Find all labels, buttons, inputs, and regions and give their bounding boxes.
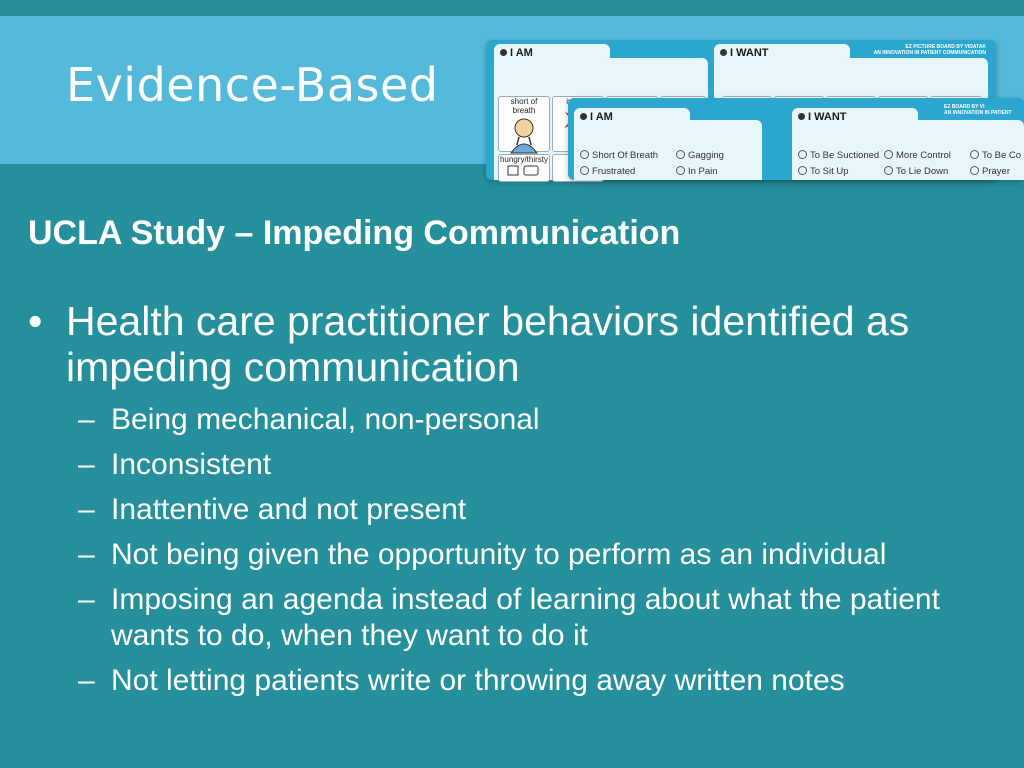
board-brand — [944, 104, 1024, 116]
board-option — [580, 150, 658, 161]
sub-bullet-text: Inconsistent — [111, 448, 272, 481]
radio-icon — [970, 166, 979, 175]
sub-bullet-text: Being mechanical, non-personal — [111, 403, 540, 436]
top-band — [0, 0, 1024, 16]
slide-title: UCLA Study – Impeding Communication — [28, 214, 681, 252]
board-option — [884, 150, 951, 161]
iam-label: I AM — [590, 111, 613, 123]
option-label: To Sit Up — [810, 166, 849, 177]
iam-tab — [494, 44, 610, 62]
radio-icon — [970, 150, 979, 159]
sub-bullet-list — [78, 402, 998, 708]
sub-bullet-text: Imposing an agenda instead of learning about what the patient wants to do, when they want to do it — [111, 583, 940, 652]
dash-icon: – — [78, 403, 95, 436]
board-option — [884, 166, 948, 177]
bullet-dot-icon — [720, 49, 727, 56]
option-label: To Be Co — [982, 150, 1022, 161]
radio-icon — [676, 166, 685, 175]
dash-icon: – — [78, 583, 95, 616]
iwant-label: I WANT — [730, 47, 769, 59]
brand-line-2: AN INNOVATION IN PATIENT COMMUNICATION — [873, 50, 986, 56]
dash-icon: – — [78, 493, 95, 526]
dash-icon: – — [78, 664, 95, 697]
option-label: Frustrated — [592, 166, 636, 177]
dash-icon: – — [78, 538, 95, 571]
board-option — [798, 150, 879, 161]
cell-label: short of breath — [510, 97, 538, 115]
sub-bullet — [78, 663, 998, 699]
option-label: Prayer — [982, 166, 1010, 177]
bullet-dot-icon — [580, 113, 587, 120]
brand-line-1: EZ BOARD BY VI — [944, 104, 985, 110]
board-option — [580, 166, 635, 177]
sub-bullet — [78, 582, 998, 654]
option-label: Gagging — [688, 150, 724, 161]
iwant-tab — [714, 44, 850, 62]
option-label: More Control — [896, 150, 951, 161]
cell-label: hungry/thirsty — [499, 155, 549, 164]
sub-bullet-text: Inattentive and not present — [111, 493, 467, 526]
option-label: Short Of Breath — [592, 150, 659, 161]
sub-bullet-text: Not being given the opportunity to perform as an individual — [111, 538, 887, 571]
header-title: Evidence-Based — [66, 58, 439, 112]
option-label: In Pain — [688, 166, 718, 177]
person-icon — [507, 115, 541, 153]
board-cell — [498, 96, 550, 152]
board-option — [676, 150, 724, 161]
board-cell — [498, 154, 550, 182]
board-option — [798, 166, 849, 177]
dash-icon: – — [78, 448, 95, 481]
bullet-icon: • — [28, 298, 43, 344]
radio-icon — [580, 166, 589, 175]
radio-icon — [798, 150, 807, 159]
iwant-label: I WANT — [808, 111, 847, 123]
board-brand — [866, 44, 986, 56]
bullet-dot-icon — [500, 49, 507, 56]
iam-label: I AM — [510, 47, 533, 59]
sub-bullet — [78, 537, 998, 573]
iwant-tab — [792, 108, 918, 126]
board-option — [676, 166, 718, 177]
slide-header — [0, 16, 1024, 177]
brand-line-2: AN INNOVATION IN PATIENT — [944, 110, 1012, 116]
cup-icon — [504, 164, 544, 176]
sub-bullet — [78, 402, 998, 438]
sub-bullet — [78, 447, 998, 483]
radio-icon — [884, 150, 893, 159]
iam-tab — [574, 108, 690, 126]
radio-icon — [580, 150, 589, 159]
option-label: To Be Suctioned — [810, 150, 880, 161]
radio-icon — [884, 166, 893, 175]
board-option — [970, 166, 1010, 177]
sub-bullet-text: Not letting patients write or throwing away written notes — [111, 664, 845, 697]
board-option — [970, 150, 1021, 161]
brand-line-1: EZ PICTURE BOARD BY VIDATAK — [905, 44, 986, 50]
main-bullet-text: Health care practitioner behaviors identified as impeding communication — [66, 298, 910, 390]
option-label: To Lie Down — [896, 166, 949, 177]
radio-icon — [676, 150, 685, 159]
radio-icon — [798, 166, 807, 175]
picture-board-front-image — [568, 98, 1024, 180]
sub-bullet — [78, 492, 998, 528]
bullet-dot-icon — [798, 113, 805, 120]
